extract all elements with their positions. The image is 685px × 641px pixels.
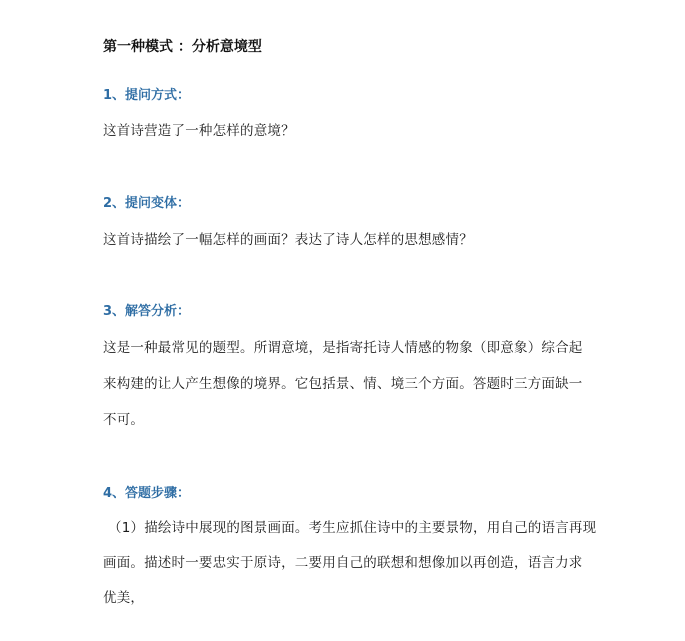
section-4-line-3: 优美， [103,590,145,606]
page-title: 第一种模式 ：分析意境型 [103,39,262,55]
section-3-line-3: 不可。 [103,412,145,428]
section-4-line-2: 画面。描述时一要忠实于原诗，二要用自己的联想和想像加以再创造，语言力求 [103,555,583,571]
section-heading-1: 1、提问方式： [103,88,191,103]
section-3-line-2: 来构建的让人产生想像的境界。它包括景、情、境三个方面。答题时三方面缺一 [103,376,583,392]
section-heading-4: 4、答题步骤： [103,486,191,501]
section-1-line-1: 这首诗营造了一种怎样的意境？ [103,123,295,139]
section-heading-3: 3、解答分析： [103,304,191,319]
section-heading-2: 2、提问变体： [103,196,191,211]
section-2-line-1: 这首诗描绘了一幅怎样的画面？表达了诗人怎样的思想感情？ [103,232,473,248]
section-3-line-1: 这是一种最常见的题型。所谓意境，是指寄托诗人情感的物象（即意象）综合起 [103,340,583,356]
section-4-line-1: （1）描绘诗中展现的图景画面。考生应抓住诗中的主要景物，用自己的语言再现 [108,520,597,536]
